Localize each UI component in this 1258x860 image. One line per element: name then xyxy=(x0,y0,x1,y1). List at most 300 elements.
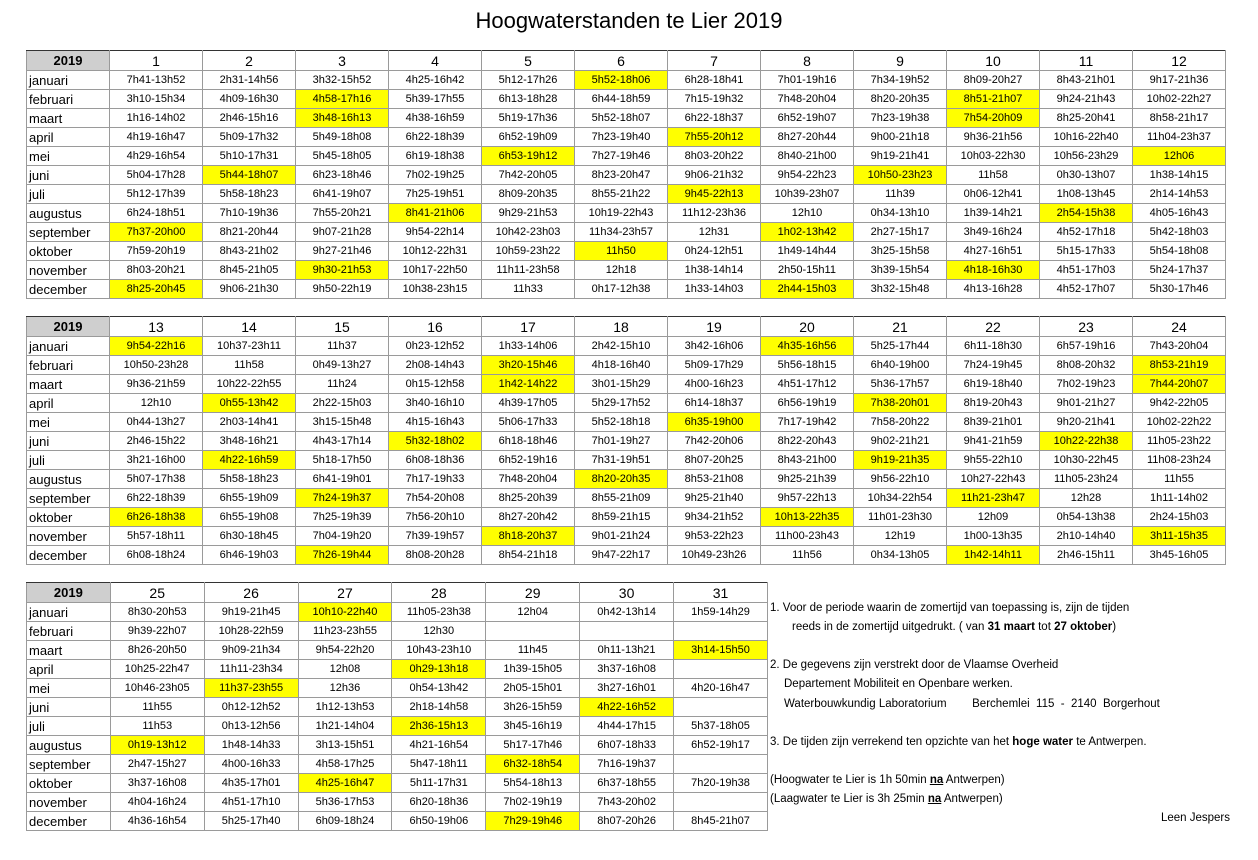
tide-cell: 9h36-21h56 xyxy=(947,128,1040,147)
tide-cell: 5h25-17h44 xyxy=(854,337,947,356)
tide-cell: 8h26-20h50 xyxy=(110,641,204,660)
tide-cell: 0h12-12h52 xyxy=(204,698,298,717)
tide-cell: 6h52-19h16 xyxy=(482,451,575,470)
tide-cell: 12h08 xyxy=(298,660,392,679)
tide-cell: 7h29-19h46 xyxy=(486,812,580,831)
tide-cell: 7h55-20h12 xyxy=(668,128,761,147)
day-header: 4 xyxy=(389,51,482,71)
month-label: september xyxy=(27,489,110,508)
tide-cell: 4h20-16h47 xyxy=(674,679,768,698)
tide-cell: 8h53-21h08 xyxy=(668,470,761,489)
tide-cell: 12h31 xyxy=(668,223,761,242)
tide-cell: 0h55-13h42 xyxy=(203,394,296,413)
tide-cell: 9h19-21h41 xyxy=(854,147,947,166)
tide-cell: 9h27-21h46 xyxy=(296,242,389,261)
tide-cell: 7h42-20h06 xyxy=(668,432,761,451)
tide-cell xyxy=(674,698,768,717)
tide-cell: 7h23-19h40 xyxy=(575,128,668,147)
table-row xyxy=(27,698,768,717)
tide-cell: 1h49-14h44 xyxy=(761,242,854,261)
tide-cell: 5h39-17h55 xyxy=(389,90,482,109)
day-header: 6 xyxy=(575,51,668,71)
tide-cell: 9h53-22h23 xyxy=(668,527,761,546)
month-label: januari xyxy=(27,603,111,622)
tide-table-days-13-24 xyxy=(26,316,1226,565)
tide-cell: 5h54-18h13 xyxy=(486,774,580,793)
tide-cell: 0h13-12h56 xyxy=(204,717,298,736)
month-label: oktober xyxy=(27,774,111,793)
tide-cell: 0h23-12h52 xyxy=(389,337,482,356)
tide-cell: 2h44-15h03 xyxy=(761,280,854,299)
tide-cell: 6h56-19h19 xyxy=(761,394,854,413)
tide-cell: 1h11-14h02 xyxy=(1133,489,1226,508)
note-1-line-2 xyxy=(792,621,1116,633)
tide-cell: 8h53-21h19 xyxy=(1133,356,1226,375)
tide-cell: 12h18 xyxy=(575,261,668,280)
tide-cell: 5h29-17h52 xyxy=(575,394,668,413)
tide-cell: 1h08-13h45 xyxy=(1040,185,1133,204)
tide-cell: 5h11-17h31 xyxy=(392,774,486,793)
tide-cell: 8h58-21h17 xyxy=(1133,109,1226,128)
tide-cell: 6h52-19h17 xyxy=(674,736,768,755)
tide-cell: 3h39-15h54 xyxy=(854,261,947,280)
day-header: 2 xyxy=(203,51,296,71)
tide-cell: 4h13-16h28 xyxy=(947,280,1040,299)
table-row xyxy=(27,641,768,660)
tide-cell: 8h21-20h44 xyxy=(203,223,296,242)
tide-cell: 10h46-23h05 xyxy=(110,679,204,698)
tide-cell: 5h06-17h33 xyxy=(482,413,575,432)
tide-cell: 4h27-16h51 xyxy=(947,242,1040,261)
tide-cell: 5h58-18h23 xyxy=(203,470,296,489)
tide-cell: 0h15-12h58 xyxy=(389,375,482,394)
tide-cell: 2h14-14h53 xyxy=(1133,185,1226,204)
day-header: 30 xyxy=(580,583,674,603)
tide-cell: 2h31-14h56 xyxy=(203,71,296,90)
table-row xyxy=(27,489,1226,508)
tide-cell: 2h27-15h17 xyxy=(854,223,947,242)
tide-cell: 5h54-18h08 xyxy=(1133,242,1226,261)
tide-cell: 4h00-16h23 xyxy=(668,375,761,394)
table-row xyxy=(27,337,1226,356)
table-row xyxy=(27,546,1226,565)
tide-cell: 10h56-23h29 xyxy=(1040,147,1133,166)
month-label: maart xyxy=(27,375,110,394)
day-header: 11 xyxy=(1040,51,1133,71)
table-row xyxy=(27,755,768,774)
tide-cell: 7h38-20h01 xyxy=(854,394,947,413)
tide-cell: 1h21-14h04 xyxy=(298,717,392,736)
tide-cell: 11h05-23h24 xyxy=(1040,470,1133,489)
table-row xyxy=(27,109,1226,128)
tide-cell: 7h20-19h38 xyxy=(674,774,768,793)
tide-cell: 0h44-13h27 xyxy=(110,413,203,432)
tide-cell: 5h12-17h39 xyxy=(110,185,203,204)
table-row xyxy=(27,470,1226,489)
tide-cell: 7h56-20h10 xyxy=(389,508,482,527)
tide-cell: 0h06-12h41 xyxy=(947,185,1040,204)
tide-cell: 2h36-15h13 xyxy=(392,717,486,736)
day-header: 24 xyxy=(1133,317,1226,337)
tide-cell: 4h05-16h43 xyxy=(1133,204,1226,223)
year-header: 2019 xyxy=(27,583,111,603)
table-row xyxy=(27,280,1226,299)
tide-cell: 11h58 xyxy=(947,166,1040,185)
table-row xyxy=(27,204,1226,223)
tide-cell: 9h55-22h10 xyxy=(947,451,1040,470)
tide-cell: 8h43-21h00 xyxy=(761,451,854,470)
note-2-line-3: Waterbouwkundig Laboratorium Berchemlei 115 - 2140 Borgerhout xyxy=(784,698,1160,710)
tide-cell: 8h43-21h02 xyxy=(203,242,296,261)
tide-cell: 10h30-22h45 xyxy=(1040,451,1133,470)
tide-cell: 2h05-15h01 xyxy=(486,679,580,698)
tide-cell: 9h45-22h13 xyxy=(668,185,761,204)
tide-cell: 3h45-16h19 xyxy=(486,717,580,736)
tide-cell: 6h23-18h46 xyxy=(296,166,389,185)
tide-cell: 7h58-20h22 xyxy=(854,413,947,432)
day-header: 13 xyxy=(110,317,203,337)
table-row xyxy=(27,812,768,831)
tide-cell: 4h35-17h01 xyxy=(204,774,298,793)
tide-cell: 10h25-22h47 xyxy=(110,660,204,679)
tide-cell: 5h36-17h57 xyxy=(854,375,947,394)
tide-cell: 11h50 xyxy=(575,242,668,261)
tide-cell: 3h37-16h08 xyxy=(580,660,674,679)
tide-cell: 3h11-15h35 xyxy=(1133,527,1226,546)
table-row xyxy=(27,71,1226,90)
month-label: februari xyxy=(27,90,110,109)
table-row xyxy=(27,394,1226,413)
tide-cell: 6h19-18h38 xyxy=(389,147,482,166)
tide-cell: 6h46-19h03 xyxy=(203,546,296,565)
day-header: 23 xyxy=(1040,317,1133,337)
tide-cell: 11h12-23h36 xyxy=(668,204,761,223)
tide-cell: 7h27-19h46 xyxy=(575,147,668,166)
tide-cell: 12h10 xyxy=(761,204,854,223)
month-label: september xyxy=(27,755,111,774)
tide-cell: 10h03-22h30 xyxy=(947,147,1040,166)
table-row xyxy=(27,679,768,698)
note-3-text: 3. De tijden zijn verrekend ten opzichte van het xyxy=(770,736,1013,748)
tide-cell: 4h19-16h47 xyxy=(110,128,203,147)
tide-cell: 10h38-23h15 xyxy=(389,280,482,299)
tide-cell: 7h15-19h32 xyxy=(668,90,761,109)
tide-cell: 2h46-15h22 xyxy=(110,432,203,451)
table-row xyxy=(27,147,1226,166)
tide-cell: 8h09-20h35 xyxy=(482,185,575,204)
month-label: september xyxy=(27,223,110,242)
tide-cell: 0h34-13h10 xyxy=(854,204,947,223)
month-label: augustus xyxy=(27,470,110,489)
tide-cell: 4h22-16h52 xyxy=(580,698,674,717)
tide-cell: 1h02-13h42 xyxy=(761,223,854,242)
table-row xyxy=(27,508,1226,527)
tide-cell: 10h22-22h55 xyxy=(203,375,296,394)
tide-cell: 8h40-21h00 xyxy=(761,147,854,166)
tide-cell: 7h23-19h38 xyxy=(854,109,947,128)
tide-cell: 5h32-18h02 xyxy=(389,432,482,451)
note-3-end: te Antwerpen. xyxy=(1073,736,1147,748)
tide-cell: 11h05-23h22 xyxy=(1133,432,1226,451)
tide-cell: 3h37-16h08 xyxy=(110,774,204,793)
tide-cell: 8h03-20h21 xyxy=(110,261,203,280)
tide-cell: 8h43-21h01 xyxy=(1040,71,1133,90)
tide-cell: 9h24-21h43 xyxy=(1040,90,1133,109)
day-header: 20 xyxy=(761,317,854,337)
lw-text: (Laagwater te Lier is 3h 25min xyxy=(770,793,928,805)
tide-cell: 1h42-14h22 xyxy=(482,375,575,394)
tide-cell: 0h54-13h42 xyxy=(392,679,486,698)
tide-cell: 2h46-15h16 xyxy=(203,109,296,128)
tide-cell: 7h31-19h51 xyxy=(575,451,668,470)
tide-cell: 10h50-23h28 xyxy=(110,356,203,375)
tide-cell: 4h58-17h16 xyxy=(296,90,389,109)
note-2-line-1: 2. De gegevens zijn verstrekt door de Vlaamse Overheid xyxy=(770,659,1059,671)
tide-cell: 6h32-18h54 xyxy=(486,755,580,774)
note-low-water xyxy=(770,793,1003,805)
tide-cell xyxy=(674,622,768,641)
tide-cell: 6h28-18h41 xyxy=(668,71,761,90)
tide-cell: 10h49-23h26 xyxy=(668,546,761,565)
month-label: januari xyxy=(27,337,110,356)
tide-cell: 7h02-19h25 xyxy=(389,166,482,185)
tide-cell: 1h42-14h11 xyxy=(947,546,1040,565)
tide-cell: 12h04 xyxy=(486,603,580,622)
tide-cell: 3h14-15h50 xyxy=(674,641,768,660)
tide-cell: 7h41-13h52 xyxy=(110,71,203,90)
tide-cell: 2h10-14h40 xyxy=(1040,527,1133,546)
day-header: 9 xyxy=(854,51,947,71)
month-label: december xyxy=(27,280,110,299)
day-header: 17 xyxy=(482,317,575,337)
tide-cell: 4h09-16h30 xyxy=(203,90,296,109)
tide-cell: 4h18-16h40 xyxy=(575,356,668,375)
month-label: oktober xyxy=(27,242,110,261)
month-label: februari xyxy=(27,356,110,375)
tide-cell: 5h17-17h46 xyxy=(486,736,580,755)
note-3 xyxy=(770,736,1147,748)
tide-cell: 4h58-17h25 xyxy=(298,755,392,774)
month-label: mei xyxy=(27,147,110,166)
tide-cell: 4h51-17h03 xyxy=(1040,261,1133,280)
tide-cell: 10h39-23h07 xyxy=(761,185,854,204)
tide-cell: 4h18-16h30 xyxy=(947,261,1040,280)
tide-cell: 10h42-23h03 xyxy=(482,223,575,242)
tide-cell: 2h54-15h38 xyxy=(1040,204,1133,223)
table-row xyxy=(27,432,1226,451)
month-label: april xyxy=(27,128,110,147)
note-2-line-2: Departement Mobiliteit en Openbare werken. xyxy=(784,678,1013,690)
tide-cell: 12h19 xyxy=(854,527,947,546)
tide-cell: 5h25-17h40 xyxy=(204,812,298,831)
day-header: 14 xyxy=(203,317,296,337)
tide-cell: 9h09-21h34 xyxy=(204,641,298,660)
tide-cell: 4h38-16h59 xyxy=(389,109,482,128)
table-row xyxy=(27,261,1226,280)
tide-cell: 9h39-22h07 xyxy=(110,622,204,641)
tide-cell: 10h02-22h22 xyxy=(1133,413,1226,432)
hw-na: na xyxy=(929,774,944,786)
month-label: maart xyxy=(27,109,110,128)
hw-end: Antwerpen) xyxy=(943,774,1005,786)
tide-cell: 1h33-14h03 xyxy=(668,280,761,299)
tide-cell: 3h10-15h34 xyxy=(110,90,203,109)
tide-cell: 9h30-21h53 xyxy=(296,261,389,280)
tide-cell: 9h42-22h05 xyxy=(1133,394,1226,413)
note-1-line-1: 1. Voor de periode waarin de zomertijd van toepassing is, zijn de tijden xyxy=(770,602,1130,614)
tide-cell: 6h18-18h46 xyxy=(482,432,575,451)
tide-cell: 6h14-18h37 xyxy=(668,394,761,413)
tide-cell: 3h48-16h13 xyxy=(296,109,389,128)
tide-cell: 6h22-18h37 xyxy=(668,109,761,128)
tide-cell: 11h11-23h34 xyxy=(204,660,298,679)
page-title: Hoogwaterstanden te Lier 2019 xyxy=(475,8,783,33)
month-label: mei xyxy=(27,679,111,698)
tide-cell: 6h08-18h36 xyxy=(389,451,482,470)
tide-cell: 7h25-19h51 xyxy=(389,185,482,204)
table-row xyxy=(27,660,768,679)
tide-cell: 2h24-15h03 xyxy=(1133,508,1226,527)
tide-cell: 9h36-21h59 xyxy=(110,375,203,394)
tide-cell: 0h19-13h12 xyxy=(110,736,204,755)
tide-cell: 6h24-18h51 xyxy=(110,204,203,223)
table-row xyxy=(27,451,1226,470)
tide-cell: 7h25-19h39 xyxy=(296,508,389,527)
month-label: november xyxy=(27,261,110,280)
tide-cell: 6h50-19h06 xyxy=(392,812,486,831)
month-label: juni xyxy=(27,432,110,451)
tide-cell: 6h57-19h16 xyxy=(1040,337,1133,356)
tide-cell: 4h22-16h59 xyxy=(203,451,296,470)
tide-cell: 5h36-17h53 xyxy=(298,793,392,812)
tide-cell: 1h00-13h35 xyxy=(947,527,1040,546)
table-row xyxy=(27,527,1226,546)
tide-cell: 11h55 xyxy=(110,698,204,717)
tide-cell: 7h10-19h36 xyxy=(203,204,296,223)
tide-cell: 6h09-18h24 xyxy=(298,812,392,831)
tide-cell: 5h37-18h05 xyxy=(674,717,768,736)
day-header: 8 xyxy=(761,51,854,71)
tide-cell: 8h23-20h47 xyxy=(575,166,668,185)
tide-cell: 2h47-15h27 xyxy=(110,755,204,774)
table-row xyxy=(27,603,768,622)
tide-cell: 11h58 xyxy=(203,356,296,375)
tide-table-days-25-31 xyxy=(26,582,768,831)
tide-cell: 7h24-19h37 xyxy=(296,489,389,508)
day-header: 7 xyxy=(668,51,761,71)
tide-cell: 9h20-21h41 xyxy=(1040,413,1133,432)
tide-cell: 8h30-20h53 xyxy=(110,603,204,622)
tide-cell: 10h37-23h11 xyxy=(203,337,296,356)
tide-cell: 6h41-19h07 xyxy=(296,185,389,204)
tide-cell: 9h19-21h35 xyxy=(854,451,947,470)
tide-cell: 1h38-14h14 xyxy=(668,261,761,280)
day-header: 28 xyxy=(392,583,486,603)
tide-cell: 8h27-20h42 xyxy=(482,508,575,527)
tide-cell: 8h19-20h43 xyxy=(947,394,1040,413)
tide-cell: 3h27-16h01 xyxy=(580,679,674,698)
tide-cell: 6h37-18h55 xyxy=(580,774,674,793)
day-header: 3 xyxy=(296,51,389,71)
lw-na: na xyxy=(927,793,942,805)
tide-cell: 2h50-15h11 xyxy=(761,261,854,280)
tide-cell: 6h20-18h36 xyxy=(392,793,486,812)
tide-cell: 1h12-13h53 xyxy=(298,698,392,717)
tide-cell: 6h22-18h39 xyxy=(389,128,482,147)
tide-cell: 5h49-18h08 xyxy=(296,128,389,147)
tide-cell: 4h04-16h24 xyxy=(110,793,204,812)
tide-cell: 0h24-12h51 xyxy=(668,242,761,261)
tide-cell: 4h51-17h10 xyxy=(204,793,298,812)
tide-cell: 3h21-16h00 xyxy=(110,451,203,470)
tide-cell: 8h45-21h05 xyxy=(203,261,296,280)
tide-cell: 4h25-16h47 xyxy=(298,774,392,793)
tide-cell: 9h07-21h28 xyxy=(296,223,389,242)
day-header: 22 xyxy=(947,317,1040,337)
tide-cell: 5h57-18h11 xyxy=(110,527,203,546)
note-1-end-date: 27 oktober xyxy=(1054,621,1113,633)
tide-cell: 10h22-22h38 xyxy=(1040,432,1133,451)
note-1-end: ) xyxy=(1112,621,1117,633)
tide-cell: 1h16-14h02 xyxy=(110,109,203,128)
tide-cell: 7h54-20h09 xyxy=(947,109,1040,128)
table-row xyxy=(27,185,1226,204)
day-header: 29 xyxy=(486,583,580,603)
tide-cell: 11h37 xyxy=(296,337,389,356)
tide-cell: 11h45 xyxy=(486,641,580,660)
tide-cell: 7h02-19h19 xyxy=(486,793,580,812)
tide-cell: 8h20-20h35 xyxy=(854,90,947,109)
tide-cell: 2h46-15h11 xyxy=(1040,546,1133,565)
tide-cell: 11h34-23h57 xyxy=(575,223,668,242)
tide-cell: 0h54-13h38 xyxy=(1040,508,1133,527)
tide-cell: 10h50-23h23 xyxy=(854,166,947,185)
tide-cell: 0h34-13h05 xyxy=(854,546,947,565)
tide-cell: 9h54-22h16 xyxy=(110,337,203,356)
tide-cell: 11h56 xyxy=(761,546,854,565)
day-header: 19 xyxy=(668,317,761,337)
tide-cell: 7h04-19h20 xyxy=(296,527,389,546)
month-label: april xyxy=(27,394,110,413)
tide-cell: 9h54-22h14 xyxy=(389,223,482,242)
tide-cell: 9h01-21h27 xyxy=(1040,394,1133,413)
tide-cell: 0h49-13h27 xyxy=(296,356,389,375)
tide-cell: 9h00-21h18 xyxy=(854,128,947,147)
tide-cell: 5h18-17h50 xyxy=(296,451,389,470)
tide-cell: 4h00-16h33 xyxy=(204,755,298,774)
tide-cell: 6h52-19h07 xyxy=(761,109,854,128)
day-header: 31 xyxy=(674,583,768,603)
tide-cell: 8h25-20h45 xyxy=(110,280,203,299)
tide-cell: 7h48-20h04 xyxy=(761,90,854,109)
tide-cell: 9h50-22h19 xyxy=(296,280,389,299)
tide-cell: 9h19-21h45 xyxy=(204,603,298,622)
tide-cell: 9h34-21h52 xyxy=(668,508,761,527)
tide-cell: 10h27-22h43 xyxy=(947,470,1040,489)
tide-cell: 11h33 xyxy=(482,280,575,299)
year-header: 2019 xyxy=(27,51,110,71)
tide-cell: 8h07-20h25 xyxy=(668,451,761,470)
tide-cell: 3h32-15h48 xyxy=(854,280,947,299)
tide-cell: 1h48-14h33 xyxy=(204,736,298,755)
tide-cell: 3h15-15h48 xyxy=(296,413,389,432)
table-row xyxy=(27,223,1226,242)
day-header: 12 xyxy=(1133,51,1226,71)
tide-cell: 8h45-21h07 xyxy=(674,812,768,831)
table-row xyxy=(27,774,768,793)
tide-cell: 1h39-15h05 xyxy=(486,660,580,679)
tide-cell: 3h01-15h29 xyxy=(575,375,668,394)
